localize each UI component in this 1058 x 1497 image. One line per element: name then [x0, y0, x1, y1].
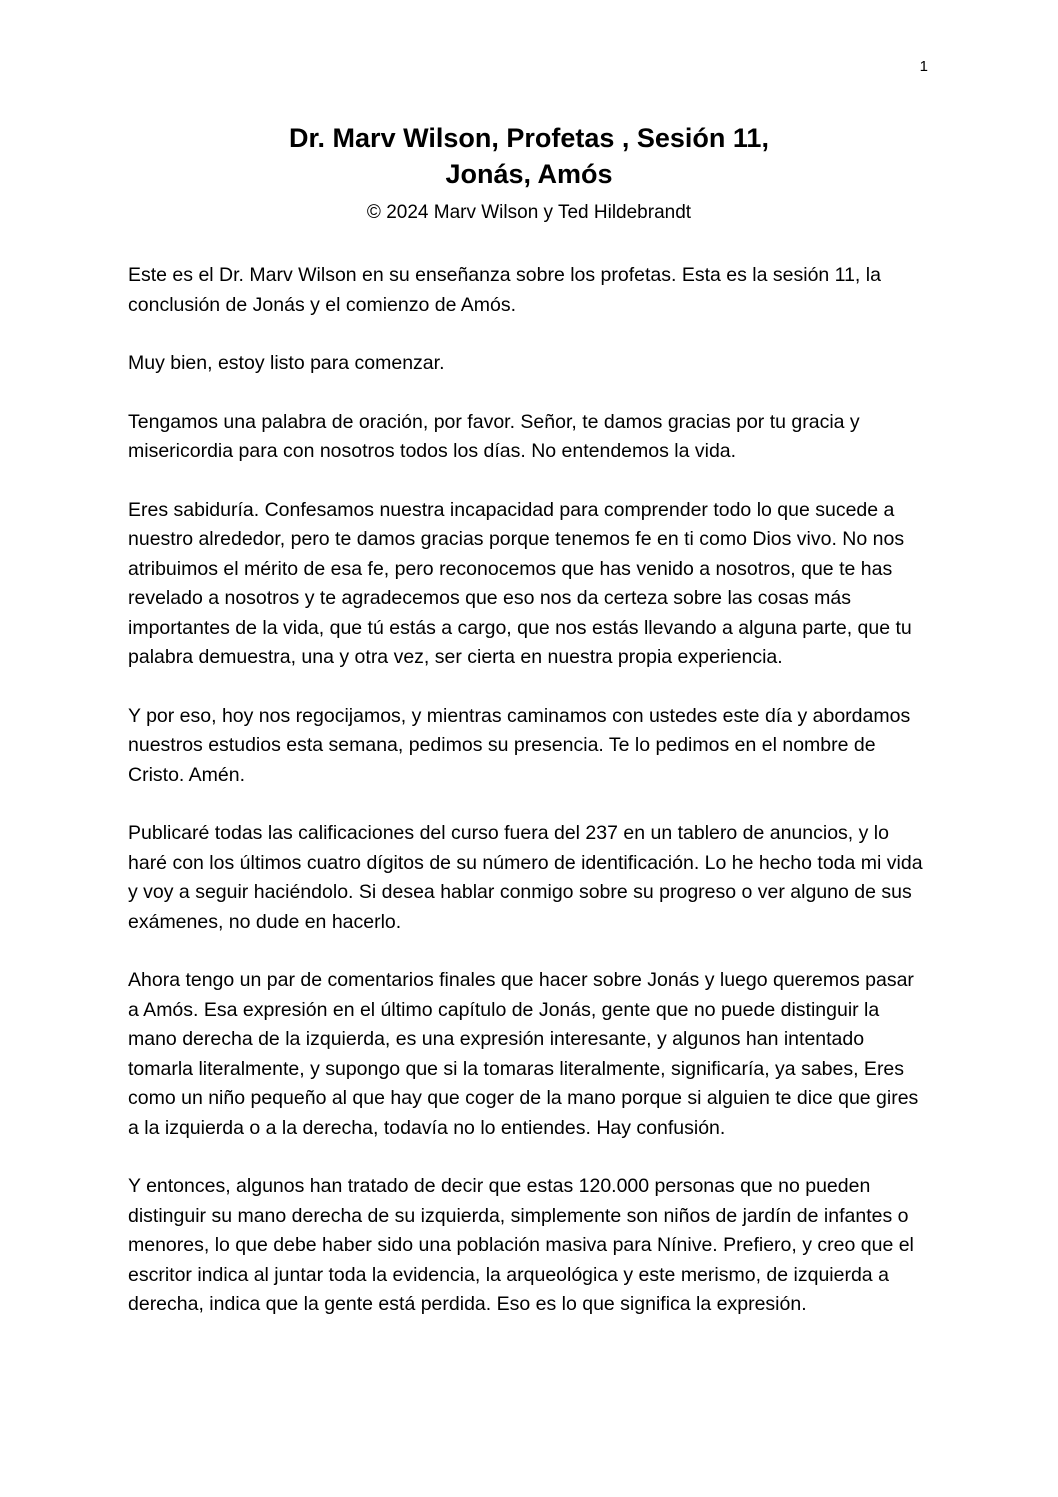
paragraph: Ahora tengo un par de comentarios finales que hacer sobre Jonás y luego queremos pasar a Amós. Esa expresión en el último capítulo de Jonás, gente que no puede distinguir la mano derecha de la izquierda, es una expresión interesante, y algunos han intentado tomarla literalmente, y supongo que si la tomaras literalmente, significaría, ya sabes, Eres como un niño pequeño al que hay que coger de la mano porque si alguien te dice que gires a la izquierda o a la derecha, todavía no lo entiendes. Hay confusión. [128, 969, 919, 1139]
copyright-line: © 2024 Marv Wilson y Ted Hildebrandt [366, 201, 692, 223]
document-title-line2: Jonás, Amós [445, 159, 613, 190]
paragraph: Y entonces, algunos han tratado de decir que estas 120.000 personas que no pueden distinguir su mano derecha de su izquierda, simplemente son niños de jardín de infantes o menores, lo que debe haber sido una población masiva para Nínive. Prefiero, y creo que el escritor indica al juntar toda la evidencia, la arqueológica y este merismo, de izquierda a derecha, indica que la gente está perdida. Eso es lo que significa la expresión. [128, 1175, 914, 1316]
title-block [128, 120, 930, 227]
paragraph: Y por eso, hoy nos regocijamos, y mientras caminamos con ustedes este día y abordamos nuestros estudios esta semana, pedimos su presencia. Te lo pedimos en el nombre de Cristo. Amén. [128, 704, 911, 786]
document-title-line1: Dr. Marv Wilson, Profetas , Sesión 11, [289, 123, 769, 153]
paragraph: Publicaré todas las calificaciones del curso fuera del 237 en un tablero de anuncios, y lo haré con los últimos cuatro dígitos de su número de identificación. Lo he hecho toda mi vida y voy a seguir haciéndolo. Si desea hablar conmigo sobre su progreso o ver alguno de sus exámenes, no dude en hacerlo. [128, 822, 923, 933]
document-body [128, 261, 930, 1320]
paragraph: Tengamos una palabra de oración, por favor. Señor, te damos gracias por tu gracia y misericordia para con nosotros todos los días. No entendemos la vida. [128, 410, 860, 463]
paragraph: Muy bien, estoy listo para comenzar. [128, 352, 445, 375]
page-number: 1 [919, 58, 928, 75]
paragraph: Este es el Dr. Marv Wilson en su enseñanza sobre los profetas. Esta es la sesión 11, la conclusión de Jonás y el comienzo de Amós. [128, 264, 881, 316]
paragraph: Eres sabiduría. Confesamos nuestra incapacidad para comprender todo lo que sucede a nuestro alrededor, pero te damos gracias porque tenemos fe en ti como Dios vivo. No nos atribuimos el mérito de esa fe, pero reconocemos que has venido a nosotros, que te has revelado a nosotros y te agradecemos que eso nos da certeza sobre las cosas más importantes de la vida, que tú estás a cargo, que nos estás llevando a alguna parte, que tu palabra demuestra, una y otra vez, ser cierta en nuestra propia experiencia. [128, 498, 912, 669]
